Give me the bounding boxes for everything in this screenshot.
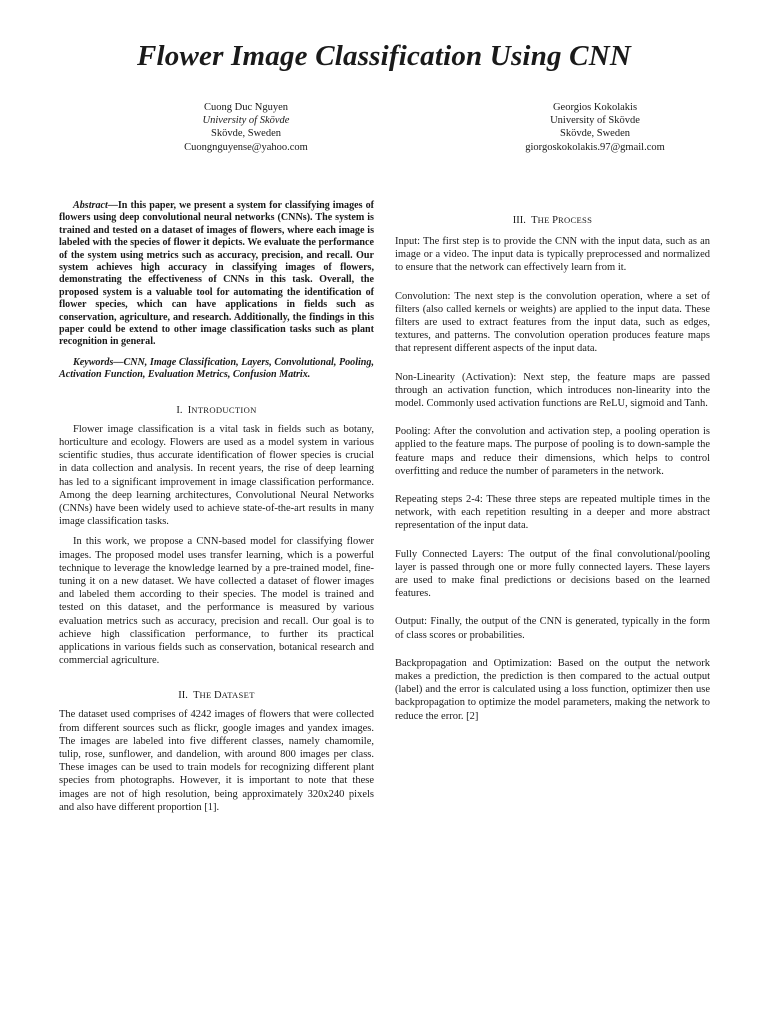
process-paragraph-pooling: Pooling: After the convolution and activation step, a pooling operation is applied to the feature maps. The purpose of pooling is to down-sample the feature maps and reduce their dimensions, which helps to control overfitting and reduce the number of parameters in the network. xyxy=(395,426,710,477)
section-title-rest: HE xyxy=(199,690,215,701)
process-paragraph-activation: Non-Linearity (Activation): Next step, the feature maps are passed through an activation function, which introduces non-linearity into the model. Commonly used activation functions are ReLU, sigmoid and Tanh. xyxy=(395,371,710,410)
intro-paragraph-2: In this work, we propose a CNN-based model for classifying flower images. The proposed model uses transfer learning, which is a powerful technique to leverage the knowledge learned by a pre-trained model, fine-tuning it on a new dataset. We have collected a dataset of flower images and labeled them according to their species. The model is trained and tested on this dataset, and the performance is measured by various evaluation metrics such as accuracy, precision and recall. Our goal is to achieve high classification performance, to further its practical applications in various fields such as conservation, botanical research and commercial agriculture. xyxy=(59,536,374,667)
section-heading-dataset xyxy=(59,689,374,702)
process-paragraph-repeating: Repeating steps 2-4: These three steps are repeated multiple times in the network, with each repetition resulting in a deeper and more abstract representation of the input data. xyxy=(395,494,710,532)
section-heading-process xyxy=(395,214,710,227)
section-title-rest: NTRODUCTION xyxy=(191,404,257,415)
author-location: Skövde, Sweden xyxy=(211,128,281,140)
section-title-rest: ATASET xyxy=(221,690,255,701)
author-affiliation: University of Skövde xyxy=(550,115,640,127)
process-paragraph-fully-connected: Fully Connected Layers: The output of the final convolutional/pooling layer is passed through one or more fully connected layers. These layers are used to make final predictions or decisions based on the learned features. xyxy=(395,548,710,600)
section-heading-intro xyxy=(59,404,374,417)
section-title-initial: P xyxy=(552,215,558,226)
abstract xyxy=(59,200,374,349)
author-block-2 xyxy=(465,101,725,154)
section-title-rest: ROCESS xyxy=(557,215,593,225)
section-number: III. xyxy=(512,215,526,226)
process-paragraph-output: Output: Finally, the output of the CNN is generated, typically in the form of class scores or probabilities. xyxy=(395,616,710,641)
section-number: I. xyxy=(176,404,183,416)
left-column xyxy=(59,200,374,814)
section-number: II. xyxy=(178,690,188,702)
abstract-text: —In this paper, we present a system for classifying images of flowers using deep convolutional neural networks (CNNs). The system is trained and tested on a dataset of images of flowers, where each image is labeled with the species of flower it depicts. We evaluate the performance of the system using metrics such as accuracy, precision, and recall. Our system achieves high accuracy in classifying images of flowers, demonstrating the effectiveness of CNNs in this task. Overall, the proposed system is a valuable tool for automating the identification of flower species, which can have applications in fields such as conservation, agriculture, and research. Additionally, the findings in this paper could be extend to other image classification tasks such as plant recognition in general. xyxy=(59,200,374,348)
dataset-paragraph: The dataset used comprises of 4242 images of flowers that were collected from different sources such as flickr, google images and yandex images. The images are labeled into five different classes, namely chamomile, tulip, rose, sunflower, and dandelion, with around 800 images per class. These images can be used to train models for recognizing different plant species from photographs. However, it is important to note that these images are not of high resolution, being approximately 320x240 pixels and also have different proportion [1]. xyxy=(59,709,374,813)
author-name: Georgios Kokolakis xyxy=(552,102,638,113)
process-paragraph-backpropagation: Backpropagation and Optimization: Based on the output the network makes a prediction, the prediction is then compared to the actual output (label) and the error is calculated using a loss function, optimizer then use backpropagation to optimize the model parameters, making the network to reduce the error. [2] xyxy=(395,657,710,722)
intro-paragraph-1: Flower image classification is a vital task in fields such as botany, horticulture and ecology. Flowers are used as a model system in various scientific studies, thus accurate identification of flower species is crucial in data collection and analysis. In recent years, the rise of deep learning has led to a significant improvement in image classification performance. Among the deep learning architectures, Convolutional Neural Networks (CNNs) have been widely used to achieve state-of-the-art results in many image classification tasks. xyxy=(59,423,374,528)
author-affiliation: University of Skövde xyxy=(202,115,290,127)
author-location: Skövde, Sweden xyxy=(560,128,630,140)
process-paragraph-input: Input: The first step is to provide the CNN with the input data, such as an image or a video. The input data is typically preprocessed and normalized to ensure that the network can effectively learn from it. xyxy=(395,236,710,274)
abstract-lead: Abstract xyxy=(73,200,108,211)
section-title-initial: D xyxy=(214,690,222,702)
section-title-initial: T xyxy=(531,215,538,226)
section-title-rest: HE xyxy=(537,215,553,225)
paper-title: Flower Image Classification Using CNN xyxy=(136,40,631,72)
author-block-1 xyxy=(116,101,376,154)
author-email: Cuongnguyense@yahoo.com xyxy=(184,141,308,153)
author-email: giorgoskokolakis.97@gmail.com xyxy=(525,141,665,153)
process-paragraph-convolution: Convolution: The next step is the convolution operation, where a set of filters (also called kernels or weights) are applied to the input data. These filters are used to extract features from the input data, such as edges, textures, and patterns. The convolution operation produces feature maps that represent different aspects of the input data. xyxy=(395,290,710,355)
author-name: Cuong Duc Nguyen xyxy=(204,102,288,113)
section-title-initial: T xyxy=(193,690,200,702)
section-title-initial: I xyxy=(187,404,192,416)
right-column xyxy=(395,214,710,723)
keywords: Keywords—CNN, Image Classification, Layers, Convolutional, Pooling, Activation Function, Evaluation Metrics, Confusion Matrix. xyxy=(59,356,374,381)
